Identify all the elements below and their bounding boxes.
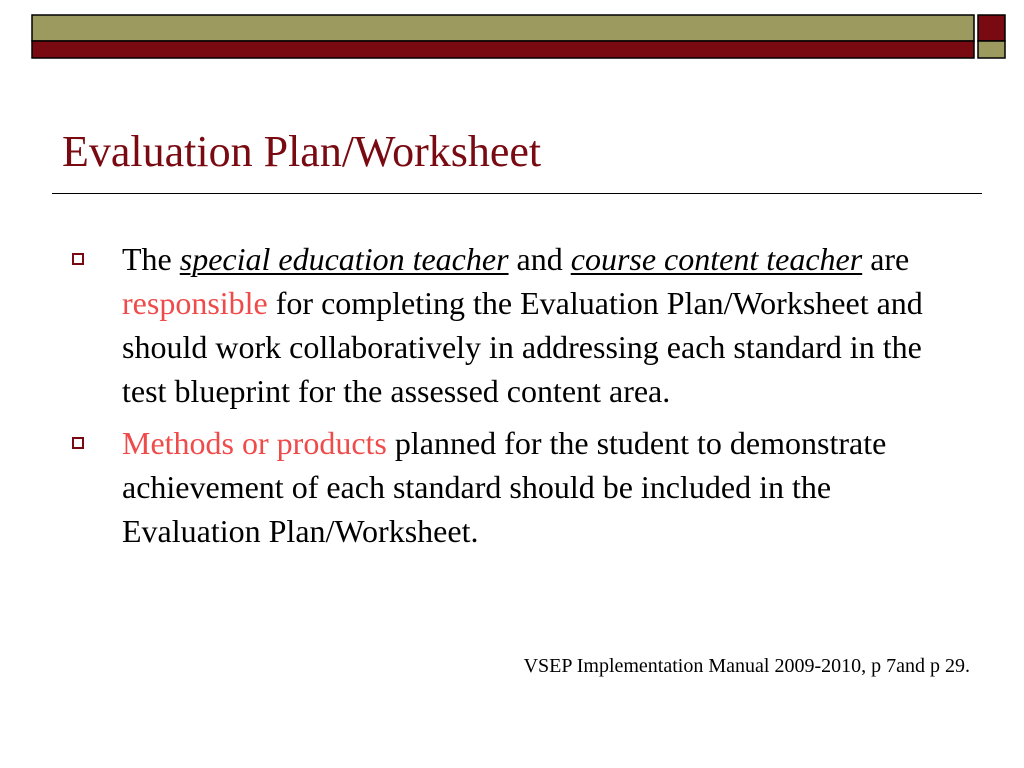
bullet-text: are — [862, 241, 910, 277]
banner-corner-olive — [978, 41, 1005, 58]
bullet-text: for completing the Evaluation Plan/Worksheet and should work collaboratively in addressing each standard in the test blueprint for the assessed content area. — [122, 285, 923, 409]
title-divider — [52, 193, 982, 194]
methods-products-highlight: Methods or products — [122, 425, 387, 461]
header-banner — [0, 0, 1024, 70]
bullet-text: and — [508, 241, 571, 277]
hollow-square-icon — [72, 253, 84, 265]
responsible-highlight: responsible — [122, 285, 268, 321]
bullet-item — [72, 237, 972, 413]
citation: VSEP Implementation Manual 2009-2010, p 7and p 29. — [523, 655, 970, 677]
special-education-teacher-term: special education teacher — [179, 241, 509, 277]
bullet-item — [72, 421, 972, 553]
hollow-square-icon — [72, 437, 84, 449]
slide-title: Evaluation Plan/Worksheet — [62, 127, 542, 176]
banner-corner-maroon — [978, 15, 1005, 41]
bullet-text: planned for the student to demonstrate achievement of each standard should be included in the Evaluation Plan/Worksheet. — [122, 425, 887, 549]
course-content-teacher-term: course content teacher — [570, 241, 863, 277]
bullet-list — [72, 237, 972, 561]
bullet-text: The — [122, 241, 180, 277]
banner-olive-strip — [32, 15, 974, 41]
banner-maroon-strip — [32, 41, 974, 58]
